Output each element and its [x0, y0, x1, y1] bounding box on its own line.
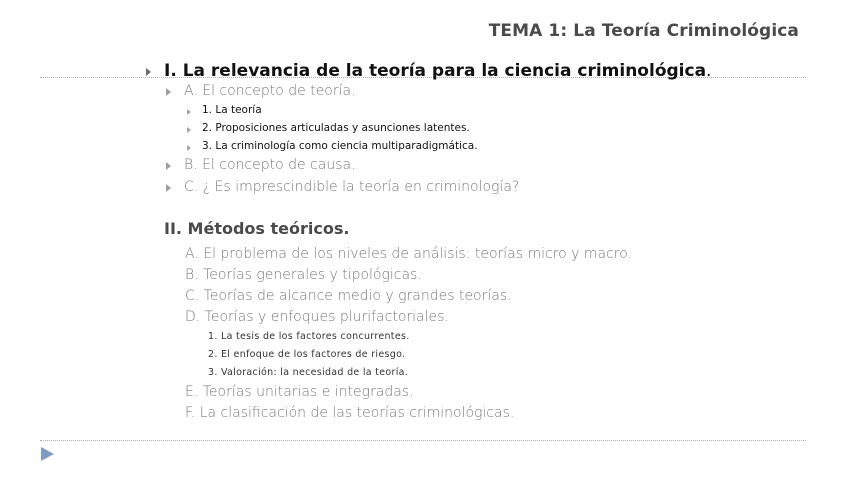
section2-item-e: E. Teorías unitarias e integradas. [185, 384, 414, 400]
section1-heading [164, 61, 711, 81]
next-slide-arrow-icon[interactable] [41, 447, 54, 461]
section1-subitem-1: 1. La teoría [202, 104, 262, 116]
section1-item-b: B. El concepto de causa. [184, 157, 356, 173]
section2-subitem-1: 1. La tesis de los factores concurrentes. [208, 331, 410, 342]
section2-subitem-3: 3. Valoración: la necesidad de la teoría. [208, 367, 409, 378]
bottom-dotted-rule [40, 440, 806, 441]
section1-heading-period: . [706, 61, 712, 81]
section2-subitem-2: 2. El enfoque de los factores de riesgo. [208, 349, 406, 360]
bullet-icon [146, 68, 151, 76]
section2-item-f: F. La clasificación de las teorías criminológicas. [185, 405, 515, 421]
section2-item-c: C. Teorías de alcance medio y grandes teorías. [185, 288, 512, 304]
bullet-icon [187, 127, 191, 133]
section1-subitem-3: 3. La criminología como ciencia multiparadigmática. [202, 140, 478, 152]
section1-item-c: C. ¿ Es imprescindible la teoría en criminología? [184, 179, 520, 195]
section2-item-a: A. El problema de los niveles de análisis: teorías micro y macro. [185, 246, 633, 262]
bullet-icon [166, 184, 171, 192]
section2-item-d: D. Teorías y enfoques plurifactoriales. [185, 309, 449, 325]
bullet-icon [187, 109, 191, 115]
slide-title: TEMA 1: La Teoría Criminológica [488, 21, 799, 41]
section2-heading: II. Métodos teóricos. [164, 219, 350, 238]
bullet-icon [187, 145, 191, 151]
section1-subitem-2: 2. Proposiciones articuladas y asunciones latentes. [202, 122, 470, 134]
section1-heading-text: I. La relevancia de la teoría para la ciencia criminológica [164, 61, 707, 81]
bullet-icon [166, 162, 171, 170]
section1-item-a: A. El concepto de teoría. [184, 83, 356, 99]
bullet-icon [166, 88, 171, 96]
section2-item-b: B. Teorías generales y tipológicas. [185, 267, 422, 283]
